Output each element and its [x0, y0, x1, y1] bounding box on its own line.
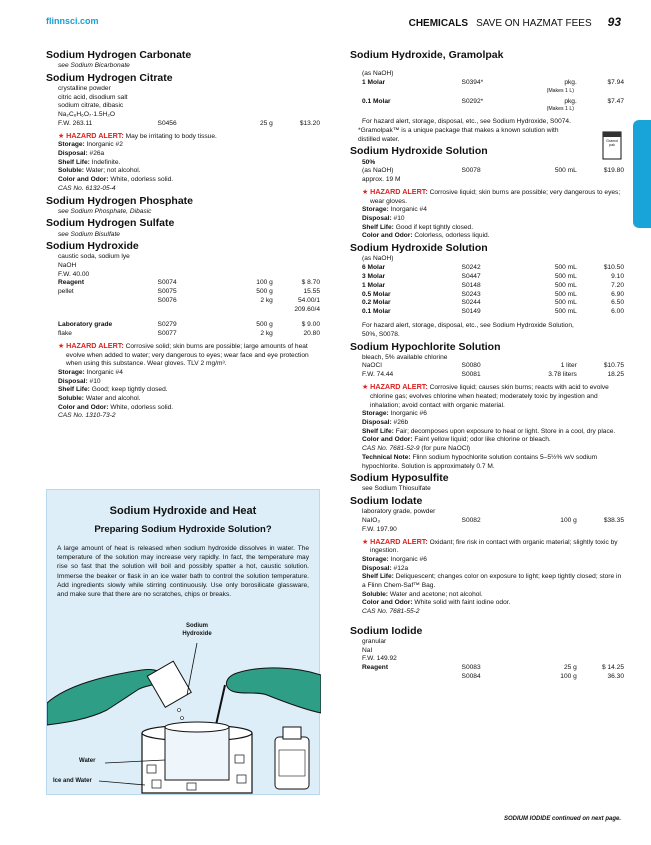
hazard-alert-text: Oxidant; fire risk in contact with organic material; slightly toxic by ingestion.	[370, 538, 618, 555]
product-row	[362, 167, 624, 176]
catalog-number: S0080	[461, 362, 481, 370]
prop-label: Color and Odor:	[362, 436, 413, 444]
product-price: 6.50	[611, 299, 624, 307]
description-line: approx. 19 M	[362, 176, 401, 184]
label-ice-and-water: Ice and Water	[53, 778, 92, 784]
product-table	[362, 264, 624, 317]
product-price: $38.35	[603, 516, 624, 524]
description-line: crystalline powder	[58, 84, 111, 92]
site-url[interactable]: flinnsci.com	[46, 16, 99, 26]
product-price: 9.10	[611, 272, 624, 280]
description-line: F.W. 197.90	[362, 525, 397, 533]
note: For hazard alert, storage, disposal, etc., see Sodium Hydroxide, S0074.	[362, 118, 571, 126]
product-row	[58, 306, 320, 315]
product-name: flake	[58, 329, 72, 337]
entry-sodium-hypochlorite-solution	[350, 341, 624, 472]
product-price: $19.80	[603, 167, 624, 175]
product-price: $10.75	[603, 362, 624, 370]
product-price: 15.55	[303, 288, 320, 296]
product-name: 0.1 Molar	[362, 308, 391, 316]
product-size: 500 mL	[554, 299, 577, 307]
info-box-text: A large amount of heat is released when sodium hydroxide dissolves in water. The temperature of the solution may increase very rapidly. In fact, the temperature may rise so fast that the solution will boil and possibly spatter a hot, caustic solution. Immerse the beaker or flask in an ice water bath to control the solution temperature. Add ingredients slowly while stirring continuously. Use only borosilicate glassware, and make sure that there are no scratches, chips or breaks.	[57, 545, 309, 599]
description-line: bleach, 5% available chlorine	[362, 353, 448, 361]
prop-value: #10	[393, 214, 405, 222]
catalog-number: S0074	[157, 279, 177, 287]
entry-title: Sodium Hydroxide Solution	[350, 242, 488, 255]
catalog-number: S0148	[461, 281, 481, 289]
color-and-odor	[350, 232, 624, 241]
description-line: caustic soda, sodium lye	[58, 253, 130, 261]
info-box-naoh-heat	[46, 489, 320, 795]
note: For hazard alert, storage, disposal, etc., see Sodium Hydroxide Solution, 50%, S0078.	[362, 322, 574, 338]
see-reference: see Sodium Bisulfate	[58, 230, 120, 238]
soluble	[350, 591, 624, 600]
product-row	[362, 673, 624, 682]
prop-label: Soluble:	[362, 590, 389, 598]
product-name: Reagent	[362, 664, 389, 672]
product-row	[362, 362, 624, 371]
ice-cube	[187, 783, 196, 790]
prop-label: Soluble:	[58, 167, 85, 175]
product-price-bulk: 209.60/4	[294, 306, 320, 314]
entry-sodium-iodate	[350, 495, 624, 617]
label-water: Water	[79, 758, 96, 764]
description-line: sodium citrate, dibasic	[58, 102, 124, 110]
entry-sodium-hydroxide-solution	[350, 242, 624, 340]
product-name: 1 Molar	[362, 78, 386, 86]
entry-sodium-hydrogen-sulfate	[46, 217, 320, 239]
entry-title: Sodium Hydroxide	[46, 240, 139, 253]
product-size: 500 mL	[554, 290, 577, 298]
product-price: $ 8.70	[301, 279, 320, 287]
note: *Gramolpak™ is a unique package that makes a known solution with distilled water.	[358, 127, 559, 143]
ice-bath-illustration-svg	[47, 615, 321, 795]
product-size: 500 g	[256, 288, 273, 296]
description-line: (as NaOH)	[362, 255, 394, 263]
prop-label: Shelf Life:	[362, 223, 394, 231]
product-row	[362, 98, 624, 107]
product-table	[362, 362, 624, 380]
arrow-ice	[99, 781, 145, 785]
glove-left	[47, 670, 163, 725]
product-row	[362, 517, 624, 526]
product-size: 500 mL	[554, 272, 577, 280]
entry-title: Sodium Iodate	[350, 495, 423, 508]
product-table	[362, 79, 624, 88]
entry-title: Sodium Hyposulfite	[350, 472, 449, 485]
product-row	[58, 120, 320, 129]
product-table	[362, 517, 624, 526]
prop-value: Faint yellow liquid; odor like chlorine or bleach.	[414, 436, 551, 444]
entry-title: Sodium Hypochlorite Solution	[350, 340, 501, 353]
gramolpak-package-label: Gramol pak	[606, 139, 618, 147]
reagent-bottle-label	[279, 750, 305, 776]
prop-value: Water and acetone; not alcohol.	[389, 590, 483, 598]
info-box-subtitle: Preparing Sodium Hydroxide Solution?	[94, 523, 272, 535]
product-size: 500 mL	[554, 167, 577, 175]
technical-note	[350, 454, 624, 471]
product-size: 1 liter	[560, 362, 577, 370]
prop-value: Water and alcohol.	[85, 395, 141, 403]
catalog-number: S0078	[461, 167, 481, 175]
prop-value: Colorless, odorless liquid.	[414, 232, 490, 240]
description-line: citric acid, disodium salt	[58, 93, 128, 101]
entry-title: Sodium Hydrogen Citrate	[46, 71, 173, 84]
star-icon: ★	[58, 342, 65, 350]
product-row	[362, 664, 624, 673]
prop-label: Color and Odor:	[362, 232, 413, 240]
hazard-alert-label: HAZARD ALERT:	[66, 340, 124, 350]
shelf-life	[350, 224, 624, 233]
product-name: 1 Molar	[362, 281, 386, 289]
reagent-bottle-cap	[283, 727, 301, 739]
hazard-alert	[358, 537, 624, 556]
prop-label: Storage:	[58, 141, 85, 149]
product-size: pkg.	[564, 78, 577, 86]
prop-value: Good if kept tightly closed.	[395, 223, 474, 231]
product-table	[58, 279, 320, 338]
illustration-ice-bath	[47, 615, 321, 795]
ice-cube	[147, 765, 156, 773]
product-size: 500 mL	[554, 308, 577, 316]
glove-right	[226, 668, 321, 713]
catalog-number: S0456	[157, 119, 177, 127]
product-size: 500 g	[256, 321, 273, 329]
info-box-title: Sodium Hydroxide and Heat	[109, 505, 257, 517]
prop-value: Flinn sodium hypochlorite solution contains 5–5½% w/v sodium hypochlorite. Solution is approximately 0.7 M.	[362, 453, 598, 470]
prop-value: Good; keep tightly closed.	[91, 386, 168, 394]
description-line: laboratory grade, powder	[362, 508, 436, 516]
hazard-alert-text: Corrosive solid; skin burns are possible; large amounts of heat evolve when added to water; very dangerous to eyes; wear face and eye protection when using this substance. Wear gloves. TLV 2 mg/m³.	[66, 342, 309, 368]
hazard-alert-text: May be irritating to body tissue.	[125, 132, 217, 140]
catalog-number: S0084	[461, 673, 481, 680]
storage	[350, 410, 624, 419]
entry-sodium-iodide	[350, 625, 624, 682]
product-table	[362, 98, 624, 107]
catalog-number: S0242	[461, 263, 481, 271]
product-table	[58, 120, 320, 129]
right-column	[350, 48, 624, 683]
disposal	[350, 215, 624, 224]
catalog-number: S0082	[461, 516, 481, 524]
prop-label: Shelf Life:	[362, 427, 394, 435]
product-price: 6.90	[611, 290, 624, 298]
cas-number: CAS No. 1310-73-2	[58, 412, 116, 420]
product-name	[58, 297, 158, 306]
catalog-number: S0279	[157, 321, 177, 329]
disposal	[46, 150, 320, 159]
product-row	[362, 264, 624, 273]
star-icon: ★	[362, 538, 369, 546]
prop-value: #12a	[393, 564, 409, 572]
product-name: 0.2 Molar	[362, 299, 391, 307]
entry-title: Sodium Hydroxide Solution	[350, 145, 488, 158]
prop-value: White solid with faint iodine odor.	[414, 599, 511, 607]
header-tagline: SAVE ON HAZMAT FEES	[476, 18, 592, 29]
product-name: NaIO₃	[362, 516, 381, 524]
catalog-number: S0243	[461, 290, 481, 298]
storage	[46, 141, 320, 150]
page-number: 93	[607, 15, 621, 29]
catalog-number: S0149	[461, 308, 481, 316]
chemical-formula: Na₂C₆H₆O₇·1.5H₂O	[58, 111, 116, 119]
product-row	[58, 297, 320, 306]
hazard-alert	[54, 131, 320, 142]
shelf-life	[46, 386, 320, 395]
cas-number	[350, 445, 624, 454]
product-name: 3 Molar	[362, 272, 386, 280]
product-row	[58, 321, 320, 330]
hazard-alert	[358, 382, 624, 410]
prop-label: Disposal:	[362, 564, 392, 572]
product-price: 20.80	[303, 329, 320, 337]
product-price: $7.47	[607, 97, 624, 105]
left-column	[46, 48, 320, 422]
product-name: F.W. 74.44	[362, 371, 394, 379]
makes-volume: (Makes 1 L)	[546, 106, 574, 113]
prop-value: #10	[89, 377, 101, 385]
product-size: 25 g	[259, 119, 273, 127]
hazard-alert	[54, 341, 320, 369]
star-icon: ★	[58, 132, 65, 140]
product-row	[362, 79, 624, 88]
pellet	[181, 717, 184, 720]
product-row	[362, 273, 624, 282]
entry-sodium-hydrogen-carbonate	[46, 49, 320, 71]
prop-value: Inorganic #4	[390, 206, 427, 214]
product-row	[58, 330, 320, 339]
shelf-life	[350, 573, 624, 590]
prop-label: Disposal:	[362, 214, 392, 222]
prop-value: Deliquescent; changes color on exposure to light; keep tightly closed; store in a Flinn Chem-Saf™ Bag.	[362, 573, 622, 590]
product-size: 100 g	[560, 516, 577, 524]
product-row	[362, 299, 624, 308]
header-right	[409, 15, 621, 31]
product-size: 100 g	[256, 279, 273, 287]
product-price: $ 9.00	[301, 321, 320, 329]
product-size: 100 g	[560, 673, 577, 680]
hazard-alert-text: Corrosive liquid; skin burns are possible; very dangerous to eyes; wear gloves.	[370, 188, 621, 205]
description-line: (as NaOH)	[362, 70, 394, 78]
catalog-number: S0447	[461, 272, 481, 280]
color-and-odor	[46, 404, 320, 413]
header-category: CHEMICALS	[408, 18, 469, 29]
product-row	[362, 291, 624, 300]
product-table	[362, 167, 624, 176]
product-name: 0.1 Molar	[362, 97, 391, 105]
product-name	[362, 673, 462, 682]
prop-value: #26a	[89, 150, 105, 158]
prop-value: Water; not alcohol.	[85, 167, 141, 175]
prop-label: Storage:	[362, 206, 389, 214]
description-line: 50%	[362, 158, 376, 166]
prop-value: White, odorless solid.	[110, 403, 174, 411]
prop-label: Color and Odor:	[362, 599, 413, 607]
prop-label: Shelf Life:	[58, 386, 90, 394]
soluble	[46, 167, 320, 176]
prop-value: Indefinite.	[91, 158, 121, 166]
product-row	[362, 308, 624, 317]
cas-number: CAS No. 6132-05-4	[58, 184, 116, 192]
entry-title: Sodium Hydrogen Sulfate	[46, 217, 175, 230]
product-name: F.W. 263.11	[58, 119, 93, 127]
prop-label: Color and Odor:	[58, 176, 109, 184]
product-price: $10.50	[603, 263, 624, 271]
hazard-alert-label: HAZARD ALERT:	[370, 536, 428, 546]
product-price: 54.00/1	[298, 297, 320, 305]
prop-value: White, odorless solid.	[110, 176, 174, 184]
pouring-beaker	[147, 661, 191, 707]
storage	[350, 206, 624, 215]
catalog-number: S0244	[461, 299, 481, 307]
cas-value: CAS No. 7681-52-9	[362, 445, 420, 453]
product-price: 6.00	[611, 308, 624, 316]
prop-label: Storage:	[362, 410, 389, 418]
prop-label: Storage:	[58, 368, 85, 376]
entry-sodium-hyposulfite	[350, 472, 624, 494]
cas-suffix: (for pure NaOCl)	[421, 445, 471, 453]
product-price: $13.20	[299, 119, 320, 127]
product-name: NaOCl	[362, 362, 382, 370]
product-size: 2 kg	[260, 297, 273, 305]
see-reference: see Sodium Thiosulfate	[362, 485, 431, 493]
prop-label: Shelf Life:	[362, 573, 394, 581]
prop-label: Disposal:	[362, 419, 392, 427]
catalog-number: S0075	[157, 288, 177, 296]
prop-label: Soluble:	[58, 395, 85, 403]
description-line: F.W. 40.00	[58, 270, 90, 278]
color-and-odor	[350, 599, 624, 608]
catalog-number: S0081	[461, 371, 481, 379]
description-line: F.W. 149.92	[362, 655, 397, 663]
ice-cube	[152, 780, 161, 788]
product-row	[58, 288, 320, 297]
product-row	[58, 279, 320, 288]
pellet	[178, 709, 181, 712]
storage	[46, 369, 320, 378]
star-icon: ★	[362, 188, 369, 196]
product-name: Reagent	[58, 279, 85, 287]
product-name: 6 Molar	[362, 263, 386, 271]
entry-sodium-hydroxide	[46, 240, 320, 421]
catalog-number: S0076	[157, 297, 177, 305]
entry-title: Sodium Hydroxide, Gramolpak	[350, 49, 504, 61]
prop-label: Disposal:	[58, 150, 88, 158]
storage	[350, 556, 624, 565]
product-size: pkg.	[564, 97, 577, 105]
catalog-number: S0083	[461, 664, 481, 672]
prop-label: Technical Note:	[362, 453, 411, 461]
continued-note: SODIUM IODIDE continued on next page.	[503, 816, 621, 822]
entry-sodium-hydroxide-gramolpak	[350, 49, 624, 144]
shelf-life	[46, 159, 320, 168]
inner-beaker	[165, 727, 229, 780]
product-price: $ 14.25	[602, 664, 624, 672]
product-name: pellet	[58, 288, 74, 296]
prop-label: Color and Odor:	[58, 403, 109, 411]
disposal	[46, 378, 320, 387]
product-price: 7.20	[611, 281, 624, 289]
disposal	[350, 565, 624, 574]
entry-sodium-hydroxide-solution-50	[350, 145, 624, 241]
product-name: Laboratory grade	[58, 321, 113, 329]
makes-volume: (Makes 1 L)	[546, 87, 574, 94]
disposal	[350, 419, 624, 428]
product-name: (as NaOH)	[362, 167, 394, 175]
prop-value: Inorganic #2	[86, 141, 123, 149]
inner-beaker-rim	[165, 722, 229, 732]
hazard-alert-label: HAZARD ALERT:	[370, 186, 428, 196]
product-price: 18.25	[607, 371, 624, 379]
hazard-alert-label: HAZARD ALERT:	[66, 130, 124, 140]
description-line: NaOH	[58, 262, 77, 270]
product-size: 500 mL	[554, 281, 577, 289]
catalog-number: S0394*	[461, 78, 484, 86]
description-line: granular	[362, 638, 387, 645]
product-size: 3.78 liters	[548, 371, 577, 379]
hazard-alert	[358, 187, 624, 206]
arrow-naoh	[187, 643, 197, 695]
catalog-number: S0077	[157, 329, 177, 337]
prop-value: Inorganic #4	[86, 368, 123, 376]
product-price: 36.30	[607, 673, 624, 680]
shelf-life	[350, 428, 624, 437]
soluble	[46, 395, 320, 404]
section-side-tab	[633, 120, 651, 228]
product-name: 0.5 Molar	[362, 290, 391, 298]
prop-value: Fair; decomposes upon exposure to heat or light. Store in a cool, dry place.	[395, 427, 616, 435]
prop-label: Shelf Life:	[58, 158, 90, 166]
prop-label: Disposal:	[58, 377, 88, 385]
label-sodium-hydroxide: Sodium Hydroxide	[182, 623, 212, 637]
entry-title: Sodium Hydrogen Carbonate	[46, 49, 192, 61]
see-reference: see Sodium Bicarbonate	[58, 62, 130, 70]
product-size: 2 kg	[260, 329, 273, 337]
ice-cube	[235, 755, 244, 763]
product-row	[362, 282, 624, 291]
product-size: 25 g	[563, 664, 577, 672]
prop-value: Inorganic #6	[390, 555, 427, 563]
prop-value: #26b	[393, 419, 409, 427]
star-icon: ★	[362, 384, 369, 392]
entry-sodium-hydrogen-phosphate	[46, 195, 320, 217]
color-and-odor	[46, 176, 320, 185]
product-row	[362, 371, 624, 380]
gramolpak-package-icon	[602, 130, 622, 160]
color-and-odor	[350, 436, 624, 445]
page-header	[0, 0, 651, 40]
see-reference: see Sodium Phosphate, Dibasic	[58, 207, 152, 215]
hazard-alert-text: Corrosive liquid; causes skin burns; reacts with acid to evolve chlorine gas; evolves chlorine when heated; moderately toxic by ingestion and inhalation; avoid contact with organic material.	[370, 384, 609, 409]
cas-number: CAS No. 7681-55-2	[362, 608, 420, 616]
prop-value: Inorganic #6	[390, 410, 427, 418]
entry-title: Sodium Iodide	[350, 624, 423, 637]
product-price: $7.94	[607, 78, 624, 86]
ice-cube	[237, 775, 246, 783]
product-size: 500 mL	[554, 263, 577, 271]
description-line: NaI	[362, 646, 373, 654]
entry-sodium-hydrogen-citrate	[46, 72, 320, 194]
product-table	[362, 664, 624, 682]
catalog-number: S0292*	[461, 97, 484, 105]
hazard-alert-label: HAZARD ALERT:	[370, 382, 428, 392]
entry-title: Sodium Hydrogen Phosphate	[46, 194, 194, 207]
prop-label: Storage:	[362, 555, 389, 563]
